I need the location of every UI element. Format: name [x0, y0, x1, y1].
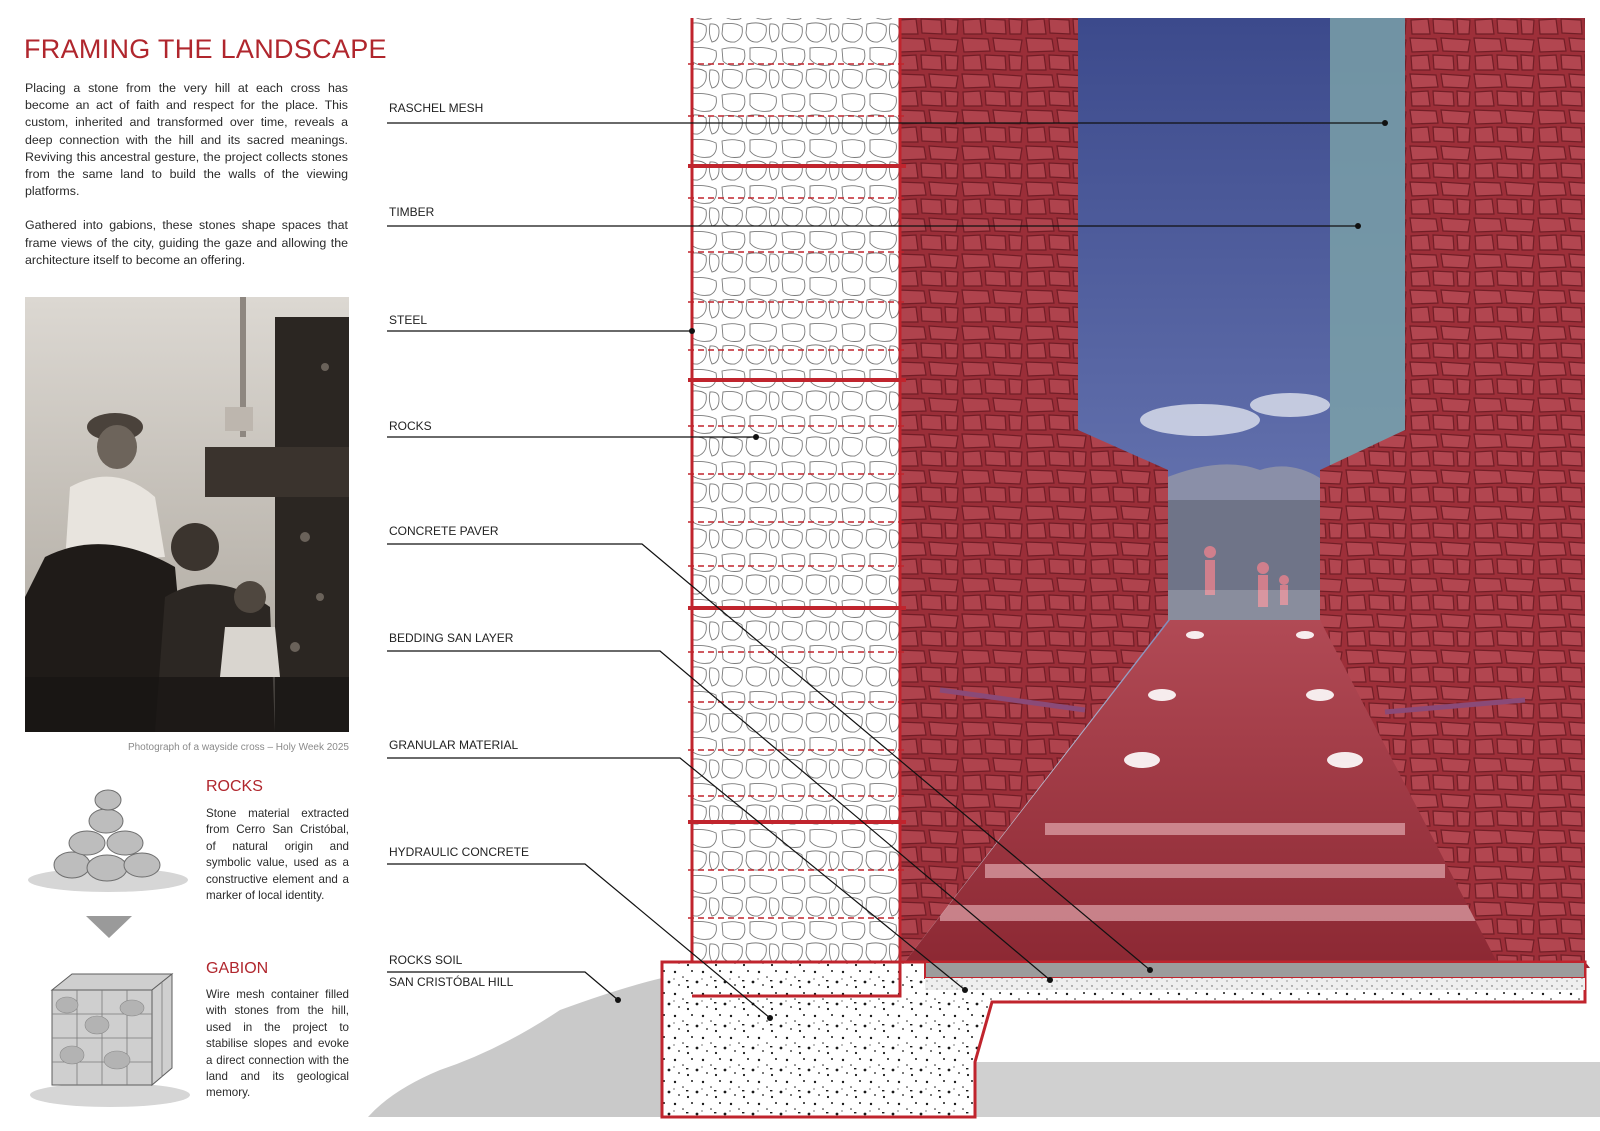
viewpoint-render [900, 18, 1590, 968]
label-san-cristobal-hill: SAN CRISTÓBAL HILL [389, 975, 514, 989]
label-concrete-paver: CONCRETE PAVER [389, 524, 499, 538]
label-timber: TIMBER [389, 205, 435, 219]
label-steel: STEEL [389, 313, 428, 327]
label-granular-material: GRANULAR MATERIAL [389, 738, 519, 752]
label-rocks-soil: ROCKS SOIL [389, 953, 463, 967]
intro-paragraph-2: Gathered into gabions, these stones shape spaces that frame views of the city, guiding the gaze and allowing the architecture itself to become an offering. [25, 218, 348, 267]
label-raschel-mesh: RASCHEL MESH [389, 101, 484, 115]
gabion-wall-section [688, 18, 906, 996]
photo-caption: Photograph of a wayside cross – Holy Week 2025 [127, 742, 349, 753]
rocks-title: ROCKS [206, 778, 263, 795]
gabion-title: GABION [206, 960, 269, 977]
page-title: FRAMING THE LANDSCAPE [24, 34, 387, 64]
rocks-description: Stone material extracted from Cerro San Cristóbal, of natural origin and symbolic value, used as a constructive element and a marker of local identity. [206, 807, 349, 903]
label-rocks: ROCKS [389, 419, 432, 433]
intro-paragraph-1: Placing a stone from the very hill at each cross has become an act of faith and respect for the place. This custom, inherited and transformed over time, reveals a deep connection with the hill and its sacred meanings. Reviving this ancestral gesture, the project collects stones from the same land to build the walls of the viewing platforms. [25, 81, 348, 199]
gabion-description: Wire mesh container filled with stones from the hill, used in the project to stabilise slopes and evoke a direct connection with the land and its geological memory. [206, 988, 349, 1100]
label-bedding-sand-layer: BEDDING SAN LAYER [389, 631, 514, 645]
label-hydraulic-concrete: HYDRAULIC CONCRETE [389, 845, 530, 859]
